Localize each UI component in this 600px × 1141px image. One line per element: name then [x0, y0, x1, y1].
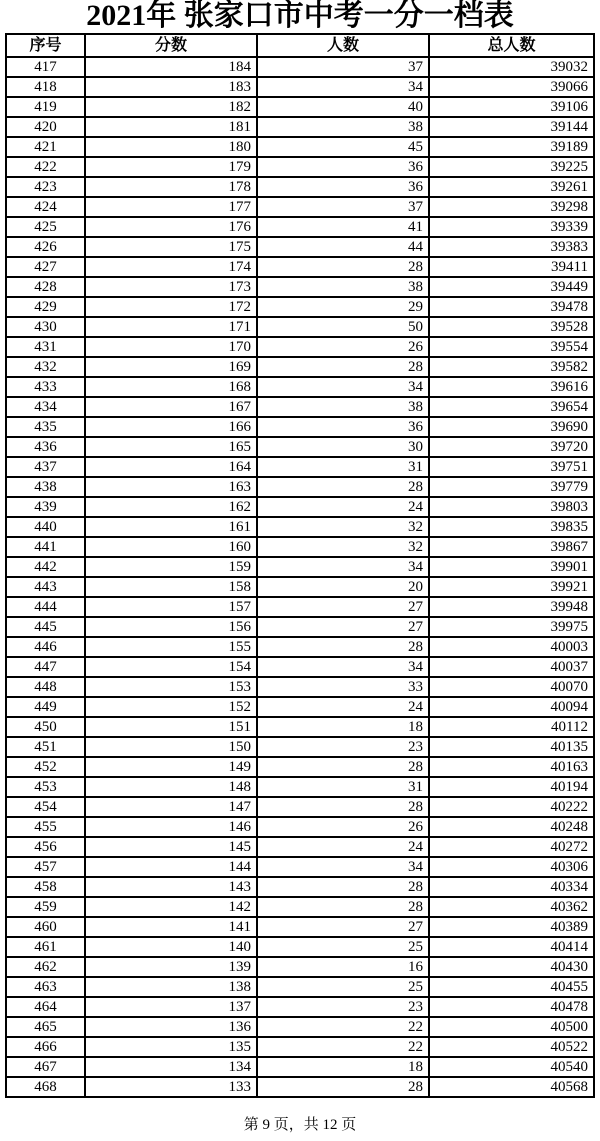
count-cell: 50: [257, 317, 429, 337]
count-cell: 29: [257, 297, 429, 317]
score-cell: 157: [85, 597, 257, 617]
cumulative-total-cell: 39225: [429, 157, 594, 177]
cumulative-total-cell: 40272: [429, 837, 594, 857]
score-cell: 178: [85, 177, 257, 197]
score-cell: 148: [85, 777, 257, 797]
count-cell: 28: [257, 637, 429, 657]
count-cell: 36: [257, 157, 429, 177]
serial-cell: 447: [6, 657, 85, 677]
score-cell: 184: [85, 57, 257, 77]
count-cell: 28: [257, 477, 429, 497]
table-row: [6, 677, 594, 697]
score-cell: 147: [85, 797, 257, 817]
table-row: [6, 577, 594, 597]
cumulative-total-cell: 39948: [429, 597, 594, 617]
cumulative-total-cell: 39975: [429, 617, 594, 637]
count-cell: 34: [257, 377, 429, 397]
cumulative-total-cell: 39106: [429, 97, 594, 117]
count-cell: 28: [257, 357, 429, 377]
count-cell: 34: [257, 857, 429, 877]
cumulative-total-cell: 40094: [429, 697, 594, 717]
serial-cell: 439: [6, 497, 85, 517]
count-cell: 38: [257, 117, 429, 137]
count-cell: 36: [257, 177, 429, 197]
serial-cell: 454: [6, 797, 85, 817]
score-cell: 164: [85, 457, 257, 477]
table-row: [6, 1077, 594, 1097]
cumulative-total-cell: 40135: [429, 737, 594, 757]
count-cell: 22: [257, 1037, 429, 1057]
score-cell: 171: [85, 317, 257, 337]
score-cell: 135: [85, 1037, 257, 1057]
serial-cell: 457: [6, 857, 85, 877]
table-row: [6, 437, 594, 457]
count-cell: 44: [257, 237, 429, 257]
serial-cell: 465: [6, 1017, 85, 1037]
cumulative-total-cell: 39478: [429, 297, 594, 317]
count-cell: 34: [257, 557, 429, 577]
count-cell: 25: [257, 937, 429, 957]
serial-cell: 460: [6, 917, 85, 937]
score-cell: 167: [85, 397, 257, 417]
serial-cell: 436: [6, 437, 85, 457]
score-cell: 136: [85, 1017, 257, 1037]
table-row: [6, 197, 594, 217]
serial-cell: 429: [6, 297, 85, 317]
cumulative-total-cell: 39654: [429, 397, 594, 417]
cumulative-total-cell: 39616: [429, 377, 594, 397]
count-cell: 27: [257, 917, 429, 937]
table-row: [6, 657, 594, 677]
cumulative-total-cell: 39032: [429, 57, 594, 77]
cumulative-total-cell: 39582: [429, 357, 594, 377]
table-row: [6, 917, 594, 937]
table-row: [6, 817, 594, 837]
score-cell: 158: [85, 577, 257, 597]
cumulative-total-cell: 40003: [429, 637, 594, 657]
table-row: [6, 517, 594, 537]
count-cell: 18: [257, 1057, 429, 1077]
count-cell: 24: [257, 497, 429, 517]
table-row: [6, 237, 594, 257]
cumulative-total-cell: 39867: [429, 537, 594, 557]
score-cell: 144: [85, 857, 257, 877]
score-cell: 174: [85, 257, 257, 277]
serial-cell: 433: [6, 377, 85, 397]
serial-cell: 450: [6, 717, 85, 737]
score-cell: 146: [85, 817, 257, 837]
table-row: [6, 77, 594, 97]
serial-cell: 446: [6, 637, 85, 657]
count-cell: 27: [257, 597, 429, 617]
count-cell: 40: [257, 97, 429, 117]
cumulative-total-cell: 39339: [429, 217, 594, 237]
count-cell: 26: [257, 817, 429, 837]
serial-cell: 449: [6, 697, 85, 717]
table-row: [6, 337, 594, 357]
cumulative-total-cell: 39901: [429, 557, 594, 577]
count-cell: 33: [257, 677, 429, 697]
score-cell: 151: [85, 717, 257, 737]
cumulative-total-cell: 39189: [429, 137, 594, 157]
score-cell: 182: [85, 97, 257, 117]
cumulative-total-cell: 39261: [429, 177, 594, 197]
count-cell: 28: [257, 877, 429, 897]
score-cell: 149: [85, 757, 257, 777]
cumulative-total-cell: 40112: [429, 717, 594, 737]
count-cell: 23: [257, 997, 429, 1017]
score-cell: 150: [85, 737, 257, 757]
cumulative-total-cell: 39411: [429, 257, 594, 277]
score-cell: 137: [85, 997, 257, 1017]
table-row: [6, 1017, 594, 1037]
cumulative-total-cell: 40163: [429, 757, 594, 777]
score-cell: 152: [85, 697, 257, 717]
cumulative-total-cell: 39690: [429, 417, 594, 437]
cumulative-total-cell: 39449: [429, 277, 594, 297]
serial-cell: 456: [6, 837, 85, 857]
header-row: [6, 34, 594, 57]
cumulative-total-cell: 40248: [429, 817, 594, 837]
serial-cell: 419: [6, 97, 85, 117]
cumulative-total-cell: 39835: [429, 517, 594, 537]
header-serial: 序号: [6, 34, 85, 57]
cumulative-total-cell: 40389: [429, 917, 594, 937]
count-cell: 30: [257, 437, 429, 457]
score-cell: 175: [85, 237, 257, 257]
cumulative-total-cell: 40362: [429, 897, 594, 917]
serial-cell: 441: [6, 537, 85, 557]
count-cell: 31: [257, 777, 429, 797]
table-row: [6, 957, 594, 977]
serial-cell: 421: [6, 137, 85, 157]
score-cell: 143: [85, 877, 257, 897]
score-cell: 166: [85, 417, 257, 437]
table-row: [6, 157, 594, 177]
table-row: [6, 617, 594, 637]
count-cell: 41: [257, 217, 429, 237]
table-header: [6, 34, 594, 57]
count-cell: 28: [257, 1077, 429, 1097]
serial-cell: 462: [6, 957, 85, 977]
table-row: [6, 837, 594, 857]
table-row: [6, 537, 594, 557]
table-row: [6, 857, 594, 877]
score-cell: 160: [85, 537, 257, 557]
cumulative-total-cell: 39803: [429, 497, 594, 517]
serial-cell: 434: [6, 397, 85, 417]
score-cell: 162: [85, 497, 257, 517]
score-cell: 142: [85, 897, 257, 917]
serial-cell: 448: [6, 677, 85, 697]
count-cell: 23: [257, 737, 429, 757]
serial-cell: 445: [6, 617, 85, 637]
serial-cell: 431: [6, 337, 85, 357]
cumulative-total-cell: 40430: [429, 957, 594, 977]
table-row: [6, 457, 594, 477]
cumulative-total-cell: 39144: [429, 117, 594, 137]
count-cell: 38: [257, 397, 429, 417]
table-row: [6, 297, 594, 317]
table-row: [6, 1057, 594, 1077]
count-cell: 34: [257, 657, 429, 677]
serial-cell: 437: [6, 457, 85, 477]
table-row: [6, 417, 594, 437]
table-row: [6, 57, 594, 77]
page-footer: 第 9 页，共 12 页: [243, 1117, 357, 1133]
score-cell: 145: [85, 837, 257, 857]
score-cell: 138: [85, 977, 257, 997]
count-cell: 37: [257, 57, 429, 77]
score-cell: 165: [85, 437, 257, 457]
count-cell: 37: [257, 197, 429, 217]
score-cell: 177: [85, 197, 257, 217]
cumulative-total-cell: 40037: [429, 657, 594, 677]
count-cell: 16: [257, 957, 429, 977]
count-cell: 25: [257, 977, 429, 997]
score-cell: 141: [85, 917, 257, 937]
serial-cell: 424: [6, 197, 85, 217]
score-cell: 155: [85, 637, 257, 657]
table-row: [6, 117, 594, 137]
cumulative-total-cell: 39066: [429, 77, 594, 97]
table-row: [6, 137, 594, 157]
cumulative-total-cell: 40070: [429, 677, 594, 697]
serial-cell: 426: [6, 237, 85, 257]
serial-cell: 459: [6, 897, 85, 917]
serial-cell: 443: [6, 577, 85, 597]
table-row: [6, 357, 594, 377]
table-row: [6, 377, 594, 397]
score-cell: 133: [85, 1077, 257, 1097]
cumulative-total-cell: 40568: [429, 1077, 594, 1097]
cumulative-total-cell: 40522: [429, 1037, 594, 1057]
table-row: [6, 597, 594, 617]
count-cell: 24: [257, 837, 429, 857]
count-cell: 26: [257, 337, 429, 357]
table-row: [6, 397, 594, 417]
count-cell: 28: [257, 757, 429, 777]
table-row: [6, 977, 594, 997]
score-cell: 181: [85, 117, 257, 137]
count-cell: 24: [257, 697, 429, 717]
cumulative-total-cell: 40414: [429, 937, 594, 957]
serial-cell: 438: [6, 477, 85, 497]
serial-cell: 463: [6, 977, 85, 997]
serial-cell: 428: [6, 277, 85, 297]
count-cell: 18: [257, 717, 429, 737]
serial-cell: 420: [6, 117, 85, 137]
count-cell: 22: [257, 1017, 429, 1037]
table-row: [6, 697, 594, 717]
serial-cell: 442: [6, 557, 85, 577]
table-row: [6, 1037, 594, 1057]
serial-cell: 430: [6, 317, 85, 337]
serial-cell: 453: [6, 777, 85, 797]
cumulative-total-cell: 40500: [429, 1017, 594, 1037]
table-row: [6, 997, 594, 1017]
table-row: [6, 317, 594, 337]
serial-cell: 417: [6, 57, 85, 77]
score-cell: 172: [85, 297, 257, 317]
count-cell: 27: [257, 617, 429, 637]
table-row: [6, 257, 594, 277]
serial-cell: 435: [6, 417, 85, 437]
score-cell: 140: [85, 937, 257, 957]
count-cell: 28: [257, 257, 429, 277]
score-cell: 169: [85, 357, 257, 377]
table-row: [6, 557, 594, 577]
count-cell: 45: [257, 137, 429, 157]
table-row: [6, 777, 594, 797]
cumulative-total-cell: 39751: [429, 457, 594, 477]
table-row: [6, 937, 594, 957]
serial-cell: 440: [6, 517, 85, 537]
score-cell: 163: [85, 477, 257, 497]
serial-cell: 468: [6, 1077, 85, 1097]
serial-cell: 425: [6, 217, 85, 237]
score-cell: 176: [85, 217, 257, 237]
cumulative-total-cell: 40455: [429, 977, 594, 997]
score-cell: 168: [85, 377, 257, 397]
cumulative-total-cell: 40306: [429, 857, 594, 877]
count-cell: 28: [257, 897, 429, 917]
table-row: [6, 97, 594, 117]
serial-cell: 461: [6, 937, 85, 957]
score-cell: 179: [85, 157, 257, 177]
count-cell: 31: [257, 457, 429, 477]
table-row: [6, 797, 594, 817]
table-row: [6, 277, 594, 297]
serial-cell: 432: [6, 357, 85, 377]
cumulative-total-cell: 40478: [429, 997, 594, 1017]
score-cell: 161: [85, 517, 257, 537]
cumulative-total-cell: 39528: [429, 317, 594, 337]
serial-cell: 452: [6, 757, 85, 777]
cumulative-total-cell: 39554: [429, 337, 594, 357]
serial-cell: 427: [6, 257, 85, 277]
serial-cell: 444: [6, 597, 85, 617]
count-cell: 20: [257, 577, 429, 597]
table-row: [6, 637, 594, 657]
score-cell: 134: [85, 1057, 257, 1077]
cumulative-total-cell: 39779: [429, 477, 594, 497]
score-cell: 153: [85, 677, 257, 697]
count-cell: 28: [257, 797, 429, 817]
score-cell: 183: [85, 77, 257, 97]
score-cell: 156: [85, 617, 257, 637]
serial-cell: 423: [6, 177, 85, 197]
table-row: [6, 497, 594, 517]
count-cell: 34: [257, 77, 429, 97]
table-row: [6, 477, 594, 497]
cumulative-total-cell: 40334: [429, 877, 594, 897]
table-row: [6, 877, 594, 897]
cumulative-total-cell: 39720: [429, 437, 594, 457]
serial-cell: 466: [6, 1037, 85, 1057]
cumulative-total-cell: 40194: [429, 777, 594, 797]
table-row: [6, 737, 594, 757]
cumulative-total-cell: 40222: [429, 797, 594, 817]
score-cell: 159: [85, 557, 257, 577]
table-row: [6, 217, 594, 237]
score-cell: 139: [85, 957, 257, 977]
cumulative-total-cell: 39298: [429, 197, 594, 217]
cumulative-total-cell: 39921: [429, 577, 594, 597]
serial-cell: 464: [6, 997, 85, 1017]
table-row: [6, 177, 594, 197]
table-body: [6, 57, 594, 1097]
score-cell: 170: [85, 337, 257, 357]
serial-cell: 455: [6, 817, 85, 837]
count-cell: 32: [257, 537, 429, 557]
serial-cell: 418: [6, 77, 85, 97]
table-row: [6, 757, 594, 777]
score-cell: 154: [85, 657, 257, 677]
count-cell: 36: [257, 417, 429, 437]
table-row: [6, 897, 594, 917]
table-row: [6, 717, 594, 737]
count-cell: 38: [257, 277, 429, 297]
serial-cell: 451: [6, 737, 85, 757]
header-cumulative-total: 总人数: [429, 34, 594, 57]
serial-cell: 467: [6, 1057, 85, 1077]
header-score: 分数: [85, 34, 257, 57]
cumulative-total-cell: 39383: [429, 237, 594, 257]
cumulative-total-cell: 40540: [429, 1057, 594, 1077]
serial-cell: 422: [6, 157, 85, 177]
count-cell: 32: [257, 517, 429, 537]
score-table: [5, 33, 595, 1098]
score-cell: 173: [85, 277, 257, 297]
score-cell: 180: [85, 137, 257, 157]
header-count: 人数: [257, 34, 429, 57]
serial-cell: 458: [6, 877, 85, 897]
page-title: 2021年 张家口市中考一分一档表: [86, 0, 514, 32]
